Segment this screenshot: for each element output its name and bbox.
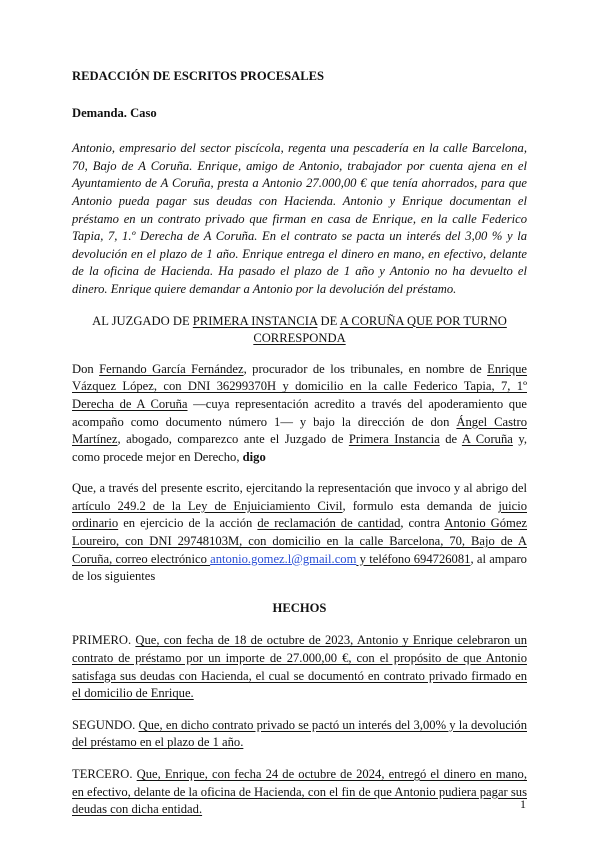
action-type: de reclamación de cantidad	[257, 516, 401, 531]
defendant-phone: y teléfono 694726081	[356, 551, 471, 566]
court-prefix: AL JUZGADO DE	[92, 313, 193, 328]
demand-text: en ejercicio de la acción	[118, 516, 258, 531]
page-number: 1	[520, 797, 526, 811]
document-title: REDACCIÓN DE ESCRITOS PROCESALES	[72, 69, 325, 83]
intro-text: Don	[72, 361, 100, 376]
digo-word: digo	[242, 449, 266, 464]
demand-paragraph	[72, 480, 527, 586]
case-description: Antonio, empresario del sector piscícola, regenta una pescadería en la calle Barcelona, 70, Bajo de A Coruña. Enrique, amigo de Antonio, trabajador por cuenta ajena en el Ayuntamiento de A Coruña, presta a Antonio 27.000,00 € que tenía ahorrados, para que Antonio pueda pagar sus deudas con Hacienda. Antonio y Enrique documentan el préstamo en un contrato privado que firman en casa de Enrique, en la calle Federico Tapia, 7, 1.º Derecha de A Coruña. En el contrato se pacta un interés del 3,00 % y la devolución en el plazo de 1 año. Enrique entrega el dinero en mano, en efectivo, delante de la oficina de Hacienda. Ha pasado el plazo de 1 año y Antonio no ha devuelto el dinero. Enrique quiere demandar a Antonio por la devolución del préstamo.	[72, 141, 527, 296]
demand-text: , formulo esta demanda de	[342, 498, 499, 513]
hecho-label: SEGUNDO.	[72, 717, 136, 732]
lawyer-name: Ángel Castro Martínez	[72, 414, 527, 447]
demand-text: Que, a través del presente escrito, ejercitando la representación que invoco y al abrigo del	[72, 481, 527, 496]
hecho-label: TERCERO.	[72, 767, 133, 781]
court-instance: PRIMERA INSTANCIA	[192, 313, 318, 328]
intro-paragraph	[72, 361, 527, 467]
email-link[interactable]: antonio.gomez.l@gmail.com	[210, 551, 357, 566]
hecho-paragraph	[72, 766, 527, 819]
procurador-name: Fernando García Fernández	[99, 361, 244, 376]
intro-text: , abogado, comparezco ante el Juzgado de	[117, 432, 349, 447]
client-details: Enrique Vázquez López, con DNI 36299370H y domicilio en la calle Federico Tapia, 7, 1º Derecha de A Coruña	[72, 361, 528, 411]
hecho-text: Que, en dicho contrato privado se pactó un interés del 3,00% y la devolución del préstamo en el plazo de 1 año.	[72, 717, 527, 750]
court-heading	[72, 313, 527, 348]
intro-text: de	[439, 432, 462, 447]
hecho-text: Que, con fecha de 18 de octubre de 2023, Antonio y Enrique celebraron un contrato de préstamo por un importe de 27.000,00 €, con el propósito de que Antonio satisfaga sus deudas con Hacienda, el cual se documentó en contrato privado firmado en el domicilio de Enrique.	[72, 633, 527, 701]
court-mid: DE	[317, 313, 340, 328]
intro-text: y, como procede mejor en Derecho,	[72, 432, 527, 464]
procedure-type: juicio ordinario	[72, 498, 527, 531]
hecho-paragraph	[72, 632, 527, 702]
intro-text: , procurador de los tribunales, en nombre de	[243, 361, 488, 376]
court-city: A Coruña	[461, 432, 513, 447]
court-place: A CORUÑA QUE POR TURNO CORRESPONDA	[253, 313, 507, 346]
hechos-heading: HECHOS	[272, 600, 327, 615]
document-body	[72, 68, 527, 833]
intro-text: —cuya representación acredito a través del apoderamiento que acompaño como documento número 1— y bajo la dirección de don	[72, 396, 527, 429]
court-type: Primera Instancia	[348, 432, 440, 447]
hecho-paragraph	[72, 717, 527, 752]
demand-text: , al amparo de los siguientes	[72, 551, 527, 584]
defendant-details: Antonio Gómez Loureiro, con DNI 29748103M, con domicilio en la calle Barcelona, 70, Bajo de A Coruña, correo electrónico	[72, 516, 528, 566]
hecho-label: PRIMERO.	[72, 633, 132, 648]
hecho-text: Que, Enrique, con fecha 24 de octubre de 2024, entregó el dinero en mano, en efectivo, delante de la oficina de Hacienda, con el fin de que Antonio pudiera pagar sus deudas con dicha entidad.	[72, 767, 527, 817]
legal-article: artículo 249.2 de la Ley de Enjuiciamiento Civil	[72, 498, 343, 513]
demand-text: , contra	[400, 516, 445, 531]
document-subtitle: Demanda. Caso	[72, 105, 157, 120]
